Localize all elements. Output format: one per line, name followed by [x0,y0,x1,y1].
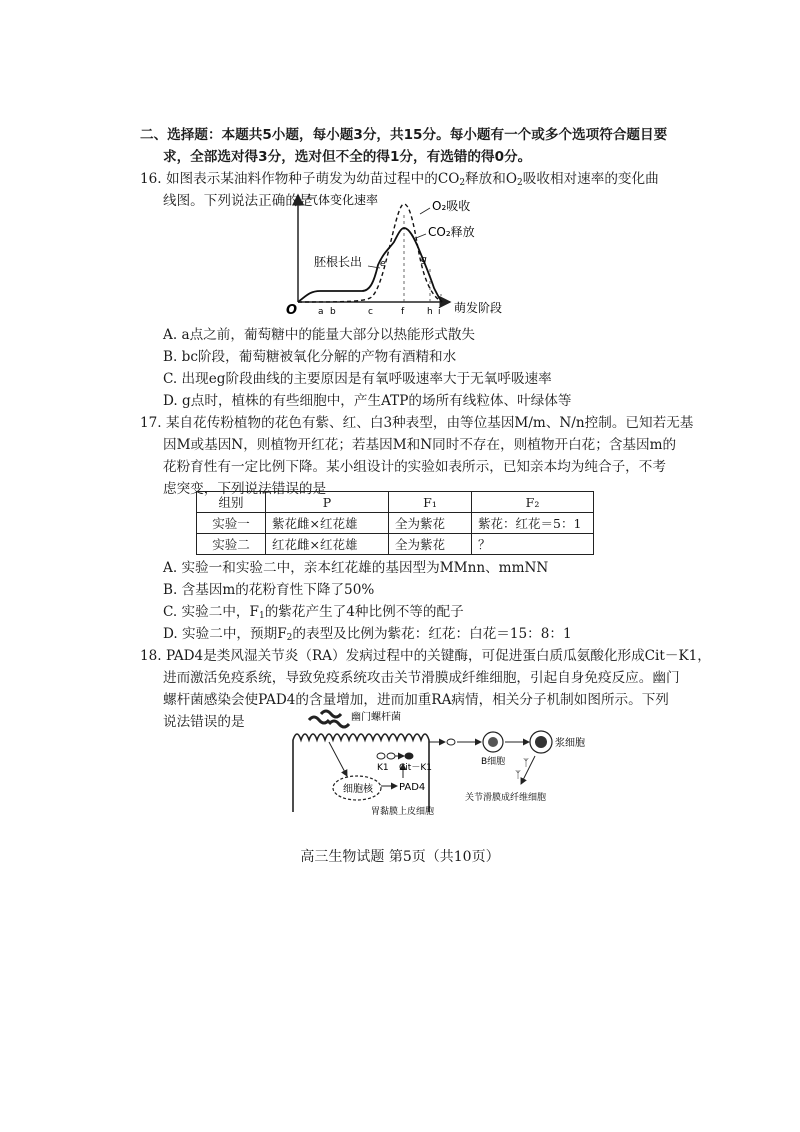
q16-stem-a: 16. 如图表示某油料作物种子萌发为幼苗过程中的CO [140,171,460,187]
q16-sub: 2 [517,178,523,188]
k1-molecule-icon [377,753,385,759]
q17-th-f2: F₂ [472,492,594,513]
q17-cell: 实验二 [197,534,266,555]
q18-stem-line4: 说法错误的是 [163,714,245,730]
diagram-plasma-label: 浆细胞 [555,738,585,749]
chart-origin: O [286,303,298,318]
q17-option-d[interactable] [163,624,572,644]
chart-label-root: 胚根长出 [314,255,363,269]
chart-o2-pointer [420,208,430,214]
chart-tick-b: b [330,307,336,317]
diagram-nucleus-label: 细胞核 [343,784,373,795]
page-footer: 高三生物试题 第5页（共10页） [300,849,500,865]
citk1-molecule-icon [405,753,413,759]
q17-cell: 实验一 [197,513,266,534]
q17-th-group: 组别 [197,492,266,513]
arrow-bacteria-to-nucleus [329,742,347,776]
k1-molecule-icon [387,753,395,759]
antigen-icon [447,739,455,745]
q16-sub: 2 [459,178,466,188]
q17-option-a[interactable]: A. 实验一和实验二中，亲本红花雄的基因型为MMnn、mmNN [163,560,549,576]
q17-stem-line3: 花粉育性有一定比例下降。某小组设计的实验如表所示，已知亲本均为纯合子，不考 [163,459,666,475]
q17-table [196,491,594,555]
chart-label-co2: CO₂释放 [428,225,475,239]
q16-option-c[interactable]: C. 出现eg阶段曲线的主要原因是有氧呼吸速率大于无氧呼吸速率 [163,371,552,387]
chart-point-g: g [421,255,427,265]
q18-stem-line1: 18. PAD4是类风湿关节炎（RA）发病过程中的关键酶，可促进蛋白质瓜氨酸化形成Cit－K1， [140,648,711,664]
diagram-pad4-label: PAD4 [399,782,426,793]
chart-tick-a: a [318,307,324,317]
q18-stem-line3: 螺杆菌感染会使PAD4的含量增加，进而加重RA病情，相关分子机制如图所示。下列 [163,692,669,708]
diagram-bacteria-label: 幽门螺杆菌 [351,712,401,723]
q18-diagram [285,700,630,818]
q16-stem-line2: 线图。下列说法正确的是 [163,193,313,209]
diagram-citk1-label: Cit－K1 [399,763,432,773]
q17-option-c-a: C. 实验二中，F [163,604,259,620]
q17-stem-line2: 因M或基因N，则植物开红花；若基因M和N同时不存在，则植物开白花；含基因m的 [163,437,677,453]
q17-table-header [197,492,594,513]
q17-option-b[interactable]: B. 含基因m的花粉育性下降了50% [163,582,375,598]
chart-tick-f: f [401,307,405,317]
bcell-nucleus-icon [488,737,498,747]
q17-cell: 紫花雌×红花雄 [266,513,389,534]
q17-option-c-b: 的紫花产生了4种比例不等的配子 [264,604,464,620]
antibody-icon: ᛉ [515,770,521,781]
chart-tick-c: c [368,307,373,317]
section-heading-line2: 求，全部选对得3分，选对但不全的得1分，有选错的得0分。 [163,149,532,165]
q16-stem-line1 [140,169,659,189]
q16-stem-c: 吸收相对速率的变化曲 [522,171,659,187]
q16-option-d[interactable]: D. g点时，植株的有些细胞中，产生ATP的场所有线粒体、叶绿体等 [163,393,572,409]
plasma-nucleus-icon [535,736,547,748]
antibody-icon: ᛉ [523,758,529,769]
q16-option-a[interactable]: A. a点之前，葡萄糖中的能量大部分以热能形式散失 [163,327,476,343]
q17-th-f1: F₁ [389,492,472,513]
q17-cell: ？ [472,534,594,555]
q17-stem-line4: 虑突变，下列说法错误的是 [163,481,327,497]
chart-co2-pointer [416,234,426,238]
diagram-k1-label: K1 [377,763,389,773]
q17-option-d-b: 的表型及比例为紫花：红花：白花＝15：8：1 [292,626,572,642]
diagram-bcell-label: B细胞 [481,757,506,767]
section-heading-line1: 二、选择题：本题共5小题，每小题3分，共15分。每小题有一个或多个选项符合题目要 [140,127,668,143]
chart-tick-h: h [427,307,433,317]
q17-cell: 全为紫花 [389,534,472,555]
chart-xlabel: 萌发阶段 [454,301,503,315]
diagram-epithelium-label: 胃黏膜上皮细胞 [371,807,435,817]
q16-option-b[interactable]: B. bc阶段，葡萄糖被氧化分解的产物有酒精和水 [163,349,457,365]
chart-point-e: e [380,259,386,269]
q17-cell: 红花雌×红花雄 [266,534,389,555]
bacteria-icon [309,711,349,727]
table-row [197,534,594,555]
q17-stem-line1: 17. 某自花传粉植物的花色有紫、红、白3种表型，由等位基因M/m、N/n控制。已知若无基 [140,415,694,431]
epithelial-cell-outline [293,734,429,812]
q18-stem-line2: 进而激活免疫系统，导致免疫系统攻击关节滑膜成纤维细胞，引起自身免疫反应。幽门 [163,670,680,686]
chart-ylabel: 气体变化速率 [306,193,379,207]
chart-label-o2: O₂吸收 [432,199,471,213]
q17-option-c[interactable] [163,602,464,622]
q17-sub: 1 [258,611,265,621]
q17-th-p: P [266,492,389,513]
q17-option-d-a: D. 实验二中，预期F [163,626,287,642]
q17-cell: 紫花：红花＝5：1 [472,513,594,534]
chart-tick-i: i [438,307,441,317]
q17-cell: 全为紫花 [389,513,472,534]
table-row [197,513,594,534]
q16-stem-b: 释放和O [465,171,518,187]
q17-sub: 2 [286,633,293,643]
diagram-synovial-label: 关节滑膜成纤维细胞 [465,793,547,803]
q16-chart [270,190,540,320]
